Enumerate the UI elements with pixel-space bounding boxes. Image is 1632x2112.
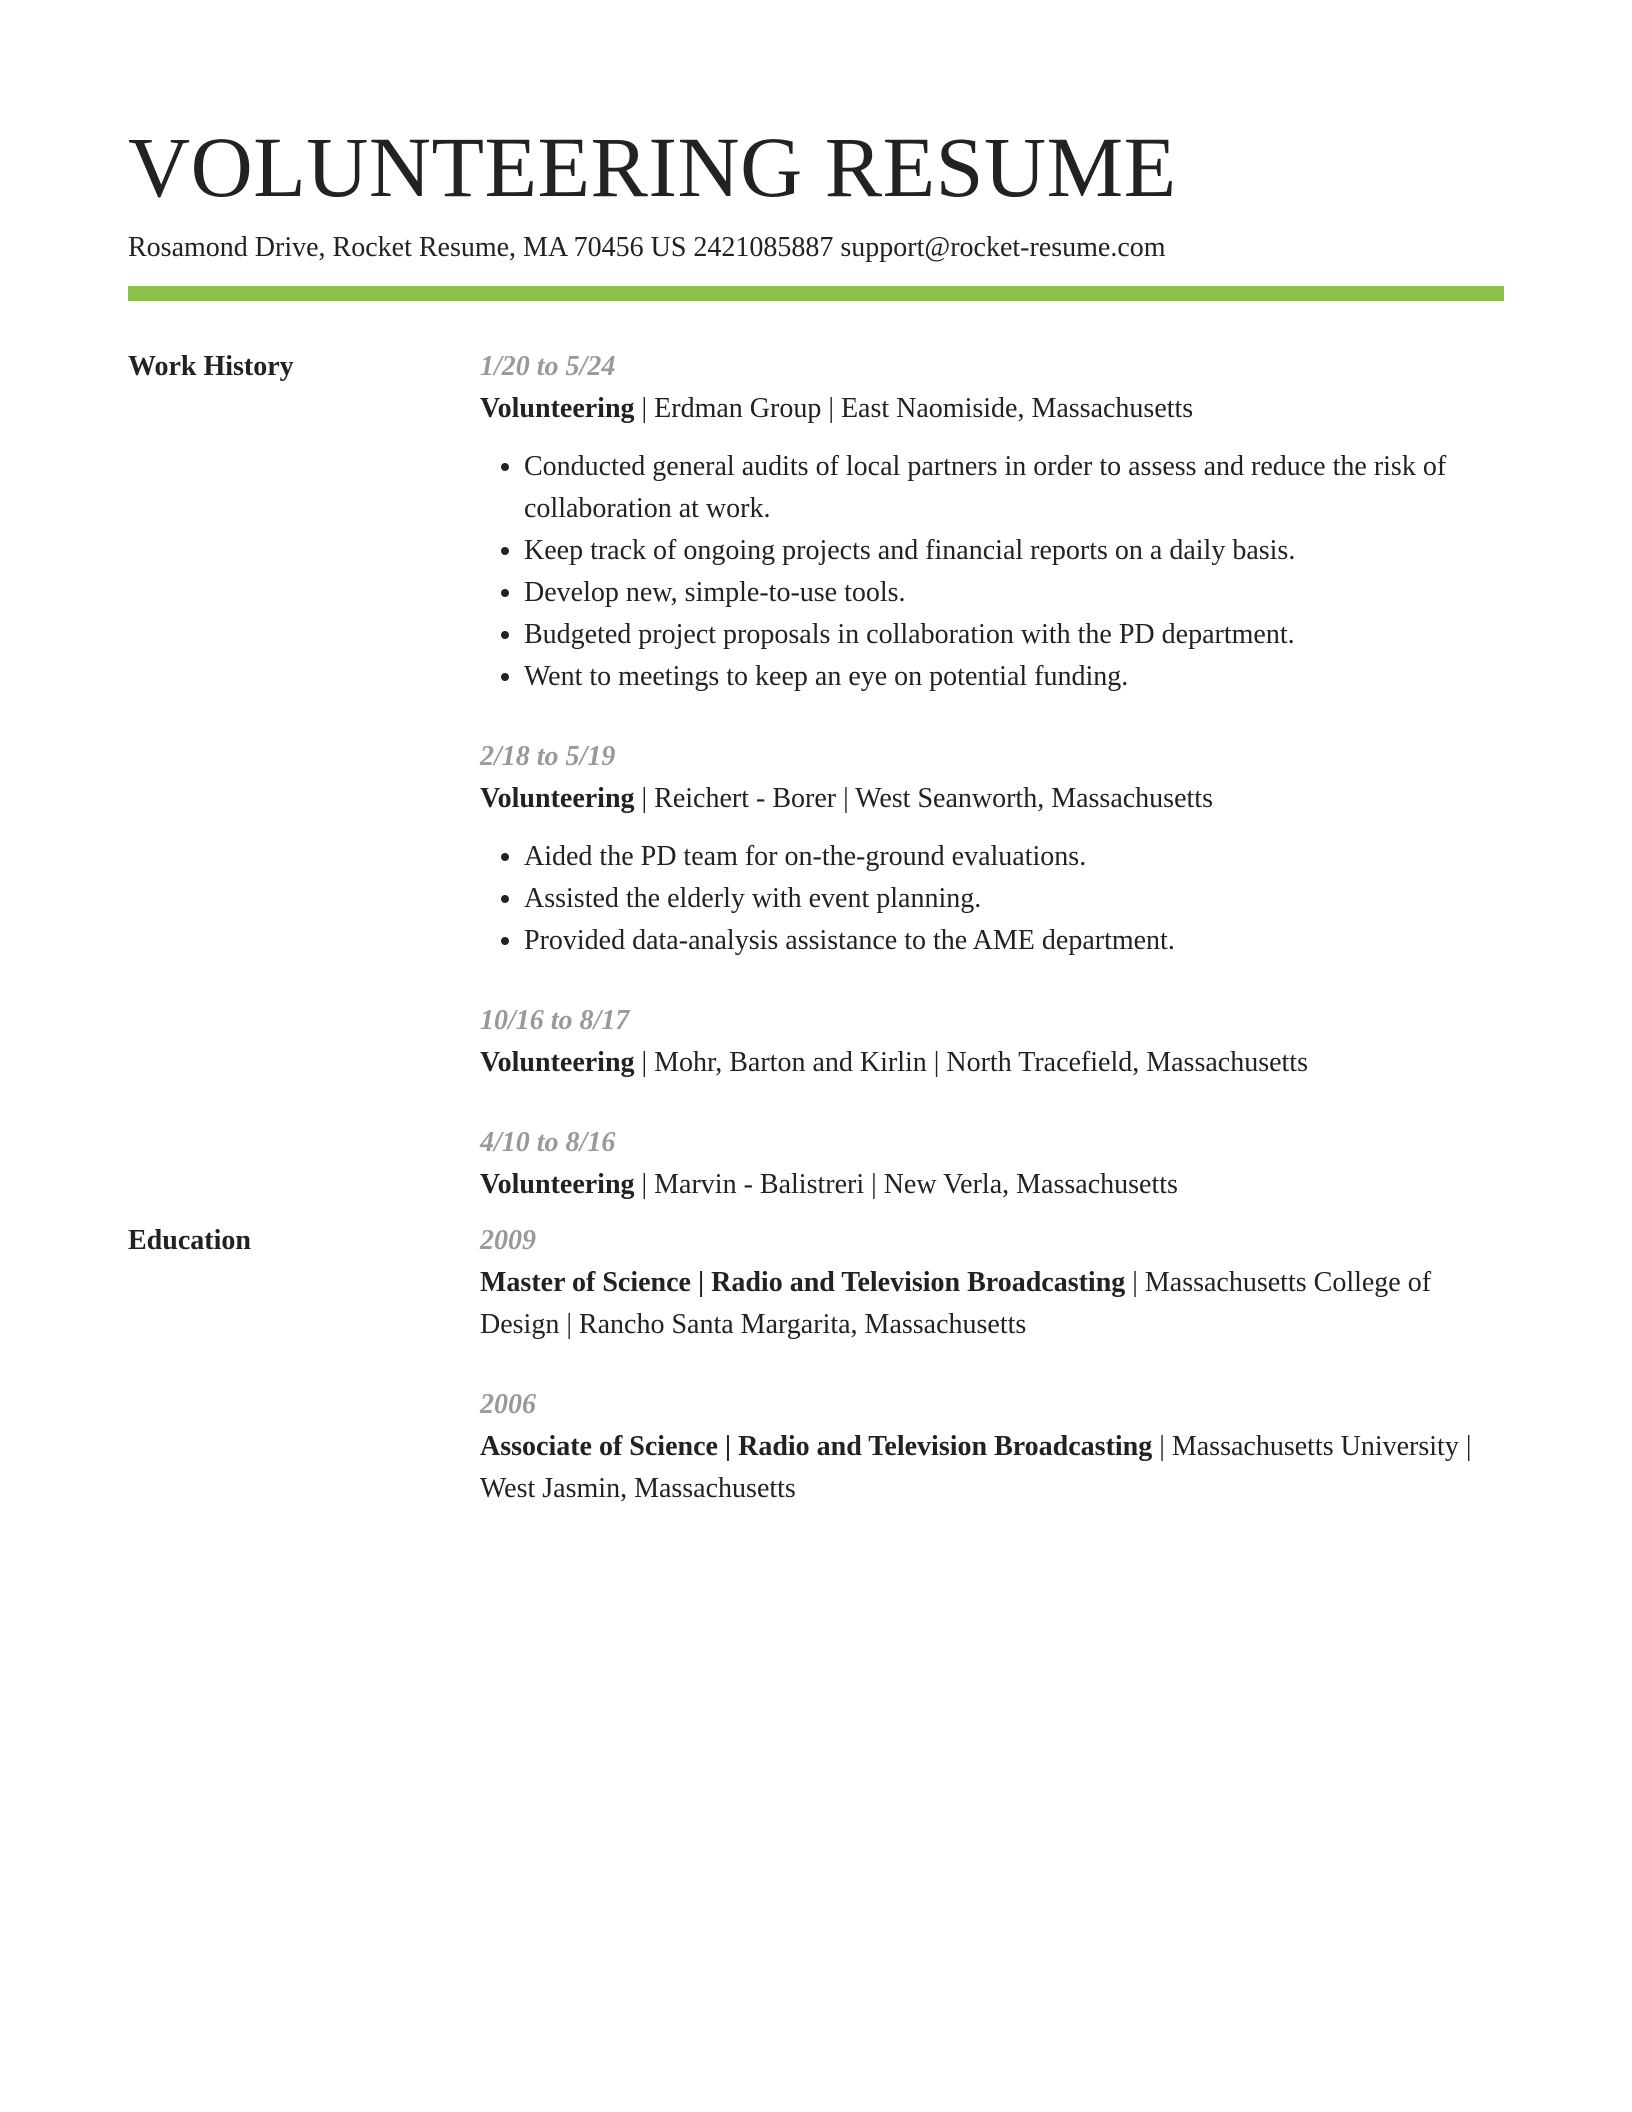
entry-role: Volunteering [480,783,635,814]
entry-headline [480,778,1504,820]
education-entry [480,1220,1504,1346]
resume-title: VOLUNTEERING RESUME [128,119,1177,215]
entry-degree: Master of Science | Radio and Television Broadcasting [480,1267,1126,1298]
entry-date: 1/20 to 5/24 [480,351,616,382]
entry-details: | Massachusetts University | West Jasmin, Massachusetts [480,1431,1472,1504]
entry-date: 2006 [480,1389,536,1420]
entry-headline [480,1262,1504,1346]
entry-details: | Erdman Group | East Naomiside, Massachusetts [634,393,1194,424]
work-entry [480,736,1504,962]
bullet-item: • Aided the PD team for on-the-ground evaluations. [524,836,1504,878]
entry-bullets [480,836,1504,962]
entry-headline [480,1042,1504,1084]
work-entry [480,346,1504,698]
bullet-item: • Provided data-analysis assistance to the AME department. [524,920,1504,962]
entry-bullets [480,446,1504,698]
work-history-entries [480,346,1504,1206]
bullet-item: • Develop new, simple-to-use tools. [524,572,1504,614]
entry-headline [480,1426,1504,1510]
entry-date: 2/18 to 5/19 [480,741,616,772]
entry-headline [480,1164,1504,1206]
work-history-heading: Work History [128,351,294,382]
header-divider [128,286,1504,301]
entry-details: | Massachusetts College of Design | Rancho Santa Margarita, Massachusetts [480,1267,1432,1340]
bullet-item: • Went to meetings to keep an eye on potential funding. [524,656,1504,698]
entry-role: Volunteering [480,393,635,424]
entry-degree: Associate of Science | Radio and Television Broadcasting [480,1431,1153,1462]
work-entry [480,1122,1504,1206]
education-entries [480,1220,1504,1510]
entry-date: 4/10 to 8/16 [480,1127,616,1158]
bullet-item: • Keep track of ongoing projects and financial reports on a daily basis. [524,530,1504,572]
education-heading: Education [128,1225,251,1256]
entry-role: Volunteering [480,1047,635,1078]
contact-line: Rosamond Drive, Rocket Resume, MA 70456 US 2421085887 support@rocket-resume.com [128,232,1166,263]
entry-date: 10/16 to 8/17 [480,1005,630,1036]
entry-details: | Marvin - Balistreri | New Verla, Massachusetts [634,1169,1178,1200]
bullet-item: • Budgeted project proposals in collaboration with the PD department. [524,614,1504,656]
bullet-item: • Conducted general audits of local partners in order to assess and reduce the risk of collaboration at work. [524,446,1504,530]
entry-date: 2009 [480,1225,536,1256]
work-entry [480,1000,1504,1084]
entry-details: | Mohr, Barton and Kirlin | North Tracefield, Massachusetts [634,1047,1308,1078]
entry-role: Volunteering [480,1169,635,1200]
bullet-item: • Assisted the elderly with event planning. [524,878,1504,920]
education-entry [480,1384,1504,1510]
entry-details: | Reichert - Borer | West Seanworth, Massachusetts [634,783,1213,814]
entry-headline [480,388,1504,430]
